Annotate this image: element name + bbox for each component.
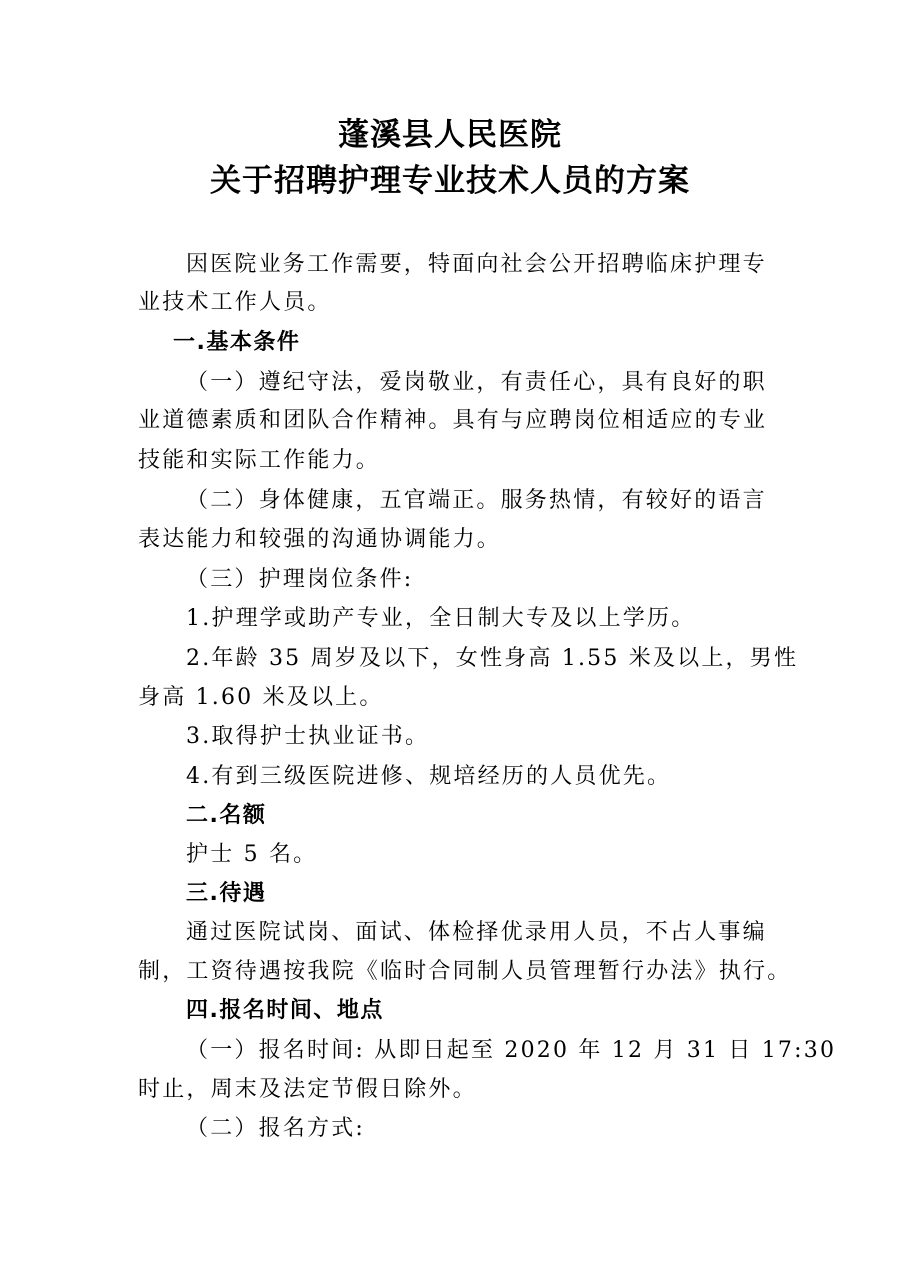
condition-2-line-1: （二）身体健康，五官端正。服务热情，有较好的语言 [186,488,767,513]
condition-1-line-1: （一）遵纪守法，爱岗敬业，有责任心，具有良好的职 [186,370,767,395]
registration-method-heading: （二）报名方式: [186,1116,366,1141]
nursing-condition-2-line-1: 2.年龄 35 周岁及以下，女性身高 1.55 米及以上，男性 [186,646,799,671]
condition-3-heading: （三）护理岗位条件: [186,567,414,592]
quota-text: 护士 5 名。 [186,842,318,867]
benefits-line-1: 通过医院试岗、面试、体检择优录用人员，不占人事编 [186,920,767,945]
section-heading-quota: 二.名额 [186,803,267,828]
document-title-line-2: 关于招聘护理专业技术人员的方案 [210,163,690,199]
condition-1-line-2: 业道德素质和团队合作精神。具有与应聘岗位相适应的专业 [138,408,768,433]
section-heading-basic-conditions: 一.基本条件 [173,330,301,355]
intro-paragraph-line-2: 业技术工作人员。 [138,290,332,315]
nursing-condition-1: 1.护理学或助产专业，全日制大专及以上学历。 [186,606,696,631]
registration-time-line-1: （一）报名时间: 从即日起至 2020 年 12 月 31 日 17:30 [186,1038,837,1063]
intro-paragraph-line-1: 因医院业务工作需要，特面向社会公开招聘临床护理专 [186,252,767,277]
section-heading-registration: 四.报名时间、地点 [186,998,384,1023]
benefits-line-2: 制，工资待遇按我院《临时合同制人员管理暂行办法》执行。 [138,959,792,984]
document-title-line-1: 蓬溪县人民医院 [338,117,562,153]
condition-1-line-3: 技能和实际工作能力。 [138,448,381,473]
condition-2-line-2: 表达能力和较强的沟通协调能力。 [138,527,502,552]
nursing-condition-3: 3.取得护士执业证书。 [186,724,430,749]
nursing-condition-2-line-2: 身高 1.60 米及以上。 [138,685,384,710]
section-heading-benefits: 三.待遇 [186,881,267,906]
nursing-condition-4: 4.有到三级医院进修、规培经历的人员优先。 [186,764,672,789]
registration-time-line-2: 时止，周末及法定节假日除外。 [138,1077,477,1102]
